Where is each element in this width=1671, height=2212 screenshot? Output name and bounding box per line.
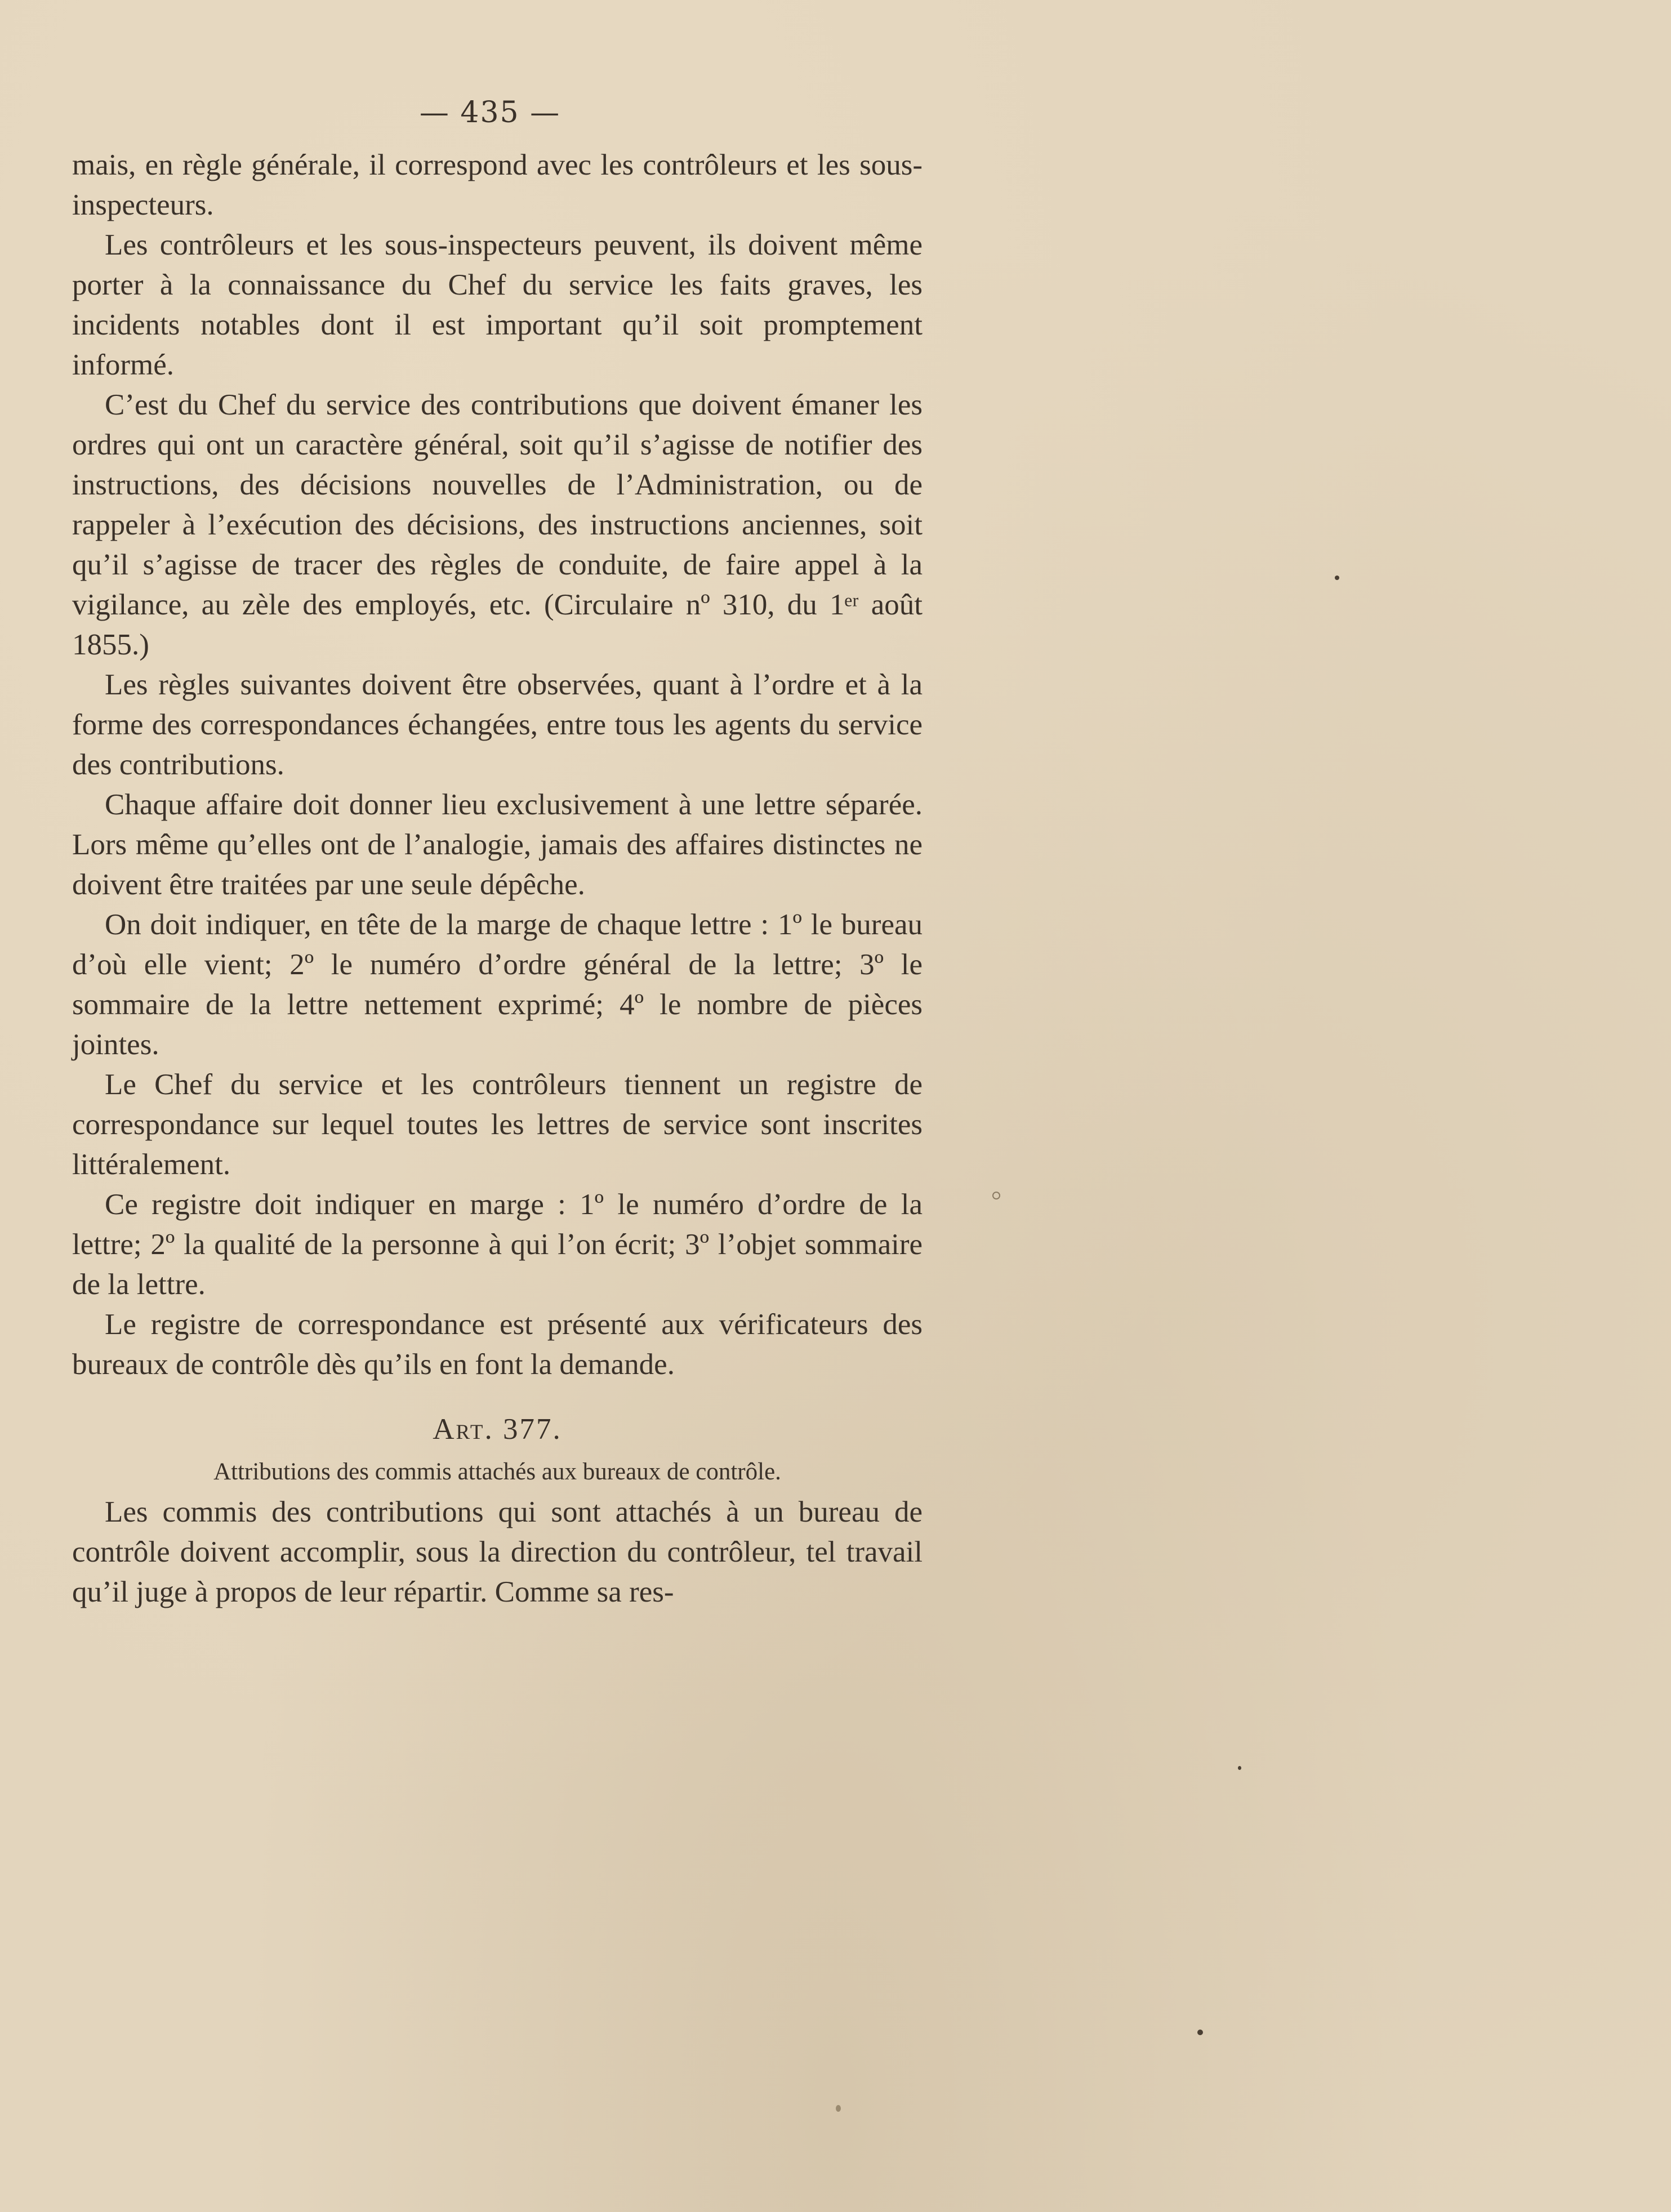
article-subtitle: Attributions des commis attachés aux bureaux de contrôle.: [213, 1459, 781, 1485]
paper-speck: [836, 2105, 841, 2112]
paragraph-1: mais, en règle générale, il correspond avec les contrôleurs et les sous-inspecteurs.: [72, 149, 923, 221]
paragraph-8: Ce registre doit indiquer en marge : 1º le numéro d’ordre de la lettre; 2º la qualité de la personne à qui l’on écrit; 3º l’objet sommaire de la lettre.: [72, 1188, 923, 1301]
page-number: — 435 —: [419, 96, 561, 130]
paragraph-2: Les contrôleurs et les sous-inspecteurs peuvent, ils doivent même porter à la connaissance du Chef du service les faits graves, les incidents notables dont il est important qu’il soit promptement informé.: [72, 229, 923, 381]
paper-speck: [1197, 2030, 1203, 2035]
paragraph-7: Le Chef du service et les contrôleurs tiennent un registre de correspondance sur lequel toutes les lettres de service sont inscrites littéralement.: [72, 1068, 923, 1181]
paper-speck: [1238, 1766, 1241, 1770]
paragraph-6: On doit indiquer, en tête de la marge de chaque lettre : 1º le bureau d’où elle vient; 2º le numéro d’ordre général de la lettre; 3º le sommaire de la lettre nettement exprimé; 4º le nombre de pièces jointes.: [72, 908, 923, 1061]
paper-speck: [992, 1192, 1000, 1199]
article-heading: Art. 377.: [433, 1413, 562, 1446]
paper-speck: [1335, 576, 1339, 580]
paragraph-5: Chaque affaire doit donner lieu exclusivement à une lettre séparée. Lors même qu’elles ont de l’analogie, jamais des affaires distinctes ne doivent être traitées par une seule dépêche.: [72, 788, 923, 901]
paragraph-4: Les règles suivantes doivent être observées, quant à l’ordre et à la forme des correspondances échangées, entre tous les agents du service des contributions.: [72, 668, 923, 781]
article-paragraph: Les commis des contributions qui sont attachés à un bureau de contrôle doivent accomplir, sous la direction du contrôleur, tel travail qu’il juge à propos de leur répartir. Comme sa res-: [72, 1496, 923, 1608]
main-text: [72, 145, 923, 1612]
paragraph-9: Le registre de correspondance est présenté aux vérificateurs des bureaux de contrôle dès qu’ils en font la demande.: [72, 1308, 923, 1381]
paragraph-3: C’est du Chef du service des contributions que doivent émaner les ordres qui ont un caractère général, soit qu’il s’agisse de notifier des instructions, des décisions nouvelles de l’Administration, ou de rappeler à l’exécution des décisions, des instructions anciennes, soit qu’il s’agisse de tracer des règles de conduite, de faire appel à la vigilance, au zèle des employés, etc. (Circulaire nº 310, du 1ᵉʳ août 1855.): [72, 389, 923, 661]
